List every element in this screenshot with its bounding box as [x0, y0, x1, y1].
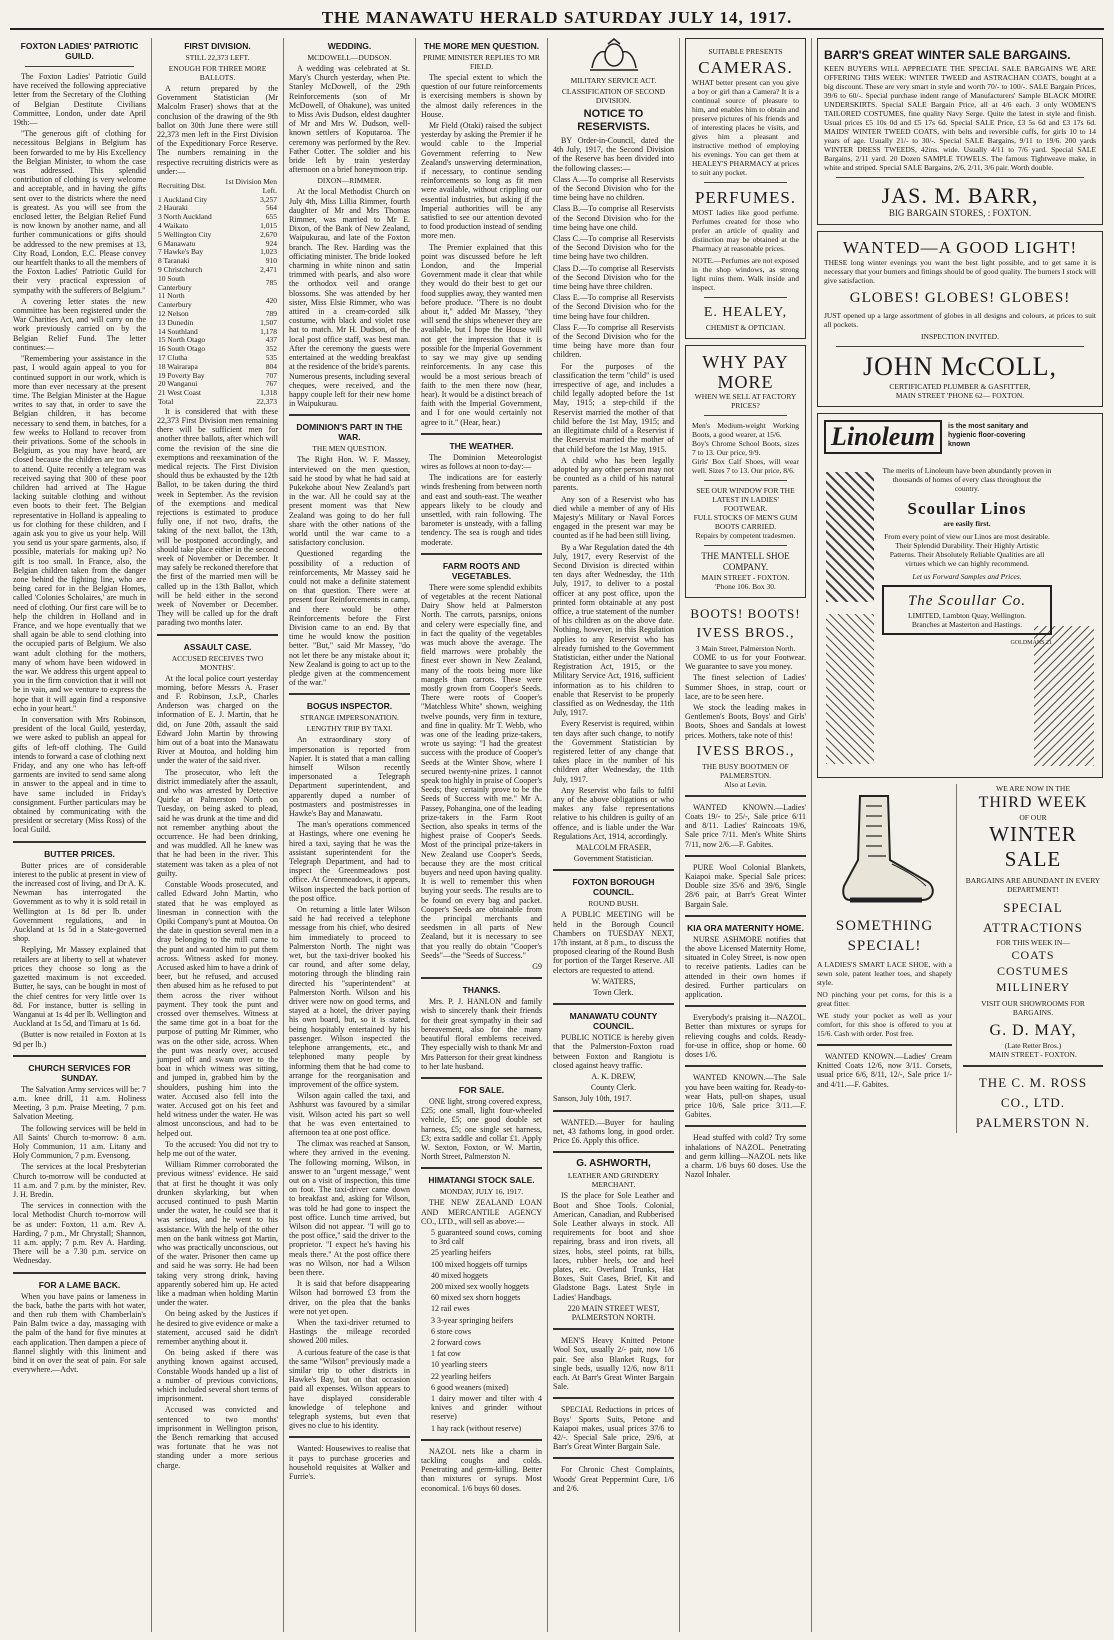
district-name: 3 North Auckland	[158, 212, 212, 222]
article-text: Replying, Mr Massey explained that retailers are at liberty to sell at whatever prices they choose so long as the gazetted maximum is not exceeded. Butter, he says, can be bought in most of the chief centres for very little over 1s 8d. For instance, butter is selling in Wanganui at 1s 4d per lb. Wellington and Auckland at 1s 5d, and Timaru at 1s 6d.	[13, 945, 146, 1029]
advert-text: COME to us for your Footwear. We guarantee to save you money.	[685, 653, 806, 672]
advert-text: Let us Forward Samples and Prices.	[912, 572, 1022, 581]
advert-text: Everybody's praising it—NAZOL. Better than mixtures or syrups for relieving coughs and colds. Ready-for-use in office, shop or home. 60 doses 1/6.	[685, 1013, 806, 1060]
article-text: When the taxi-driver returned to Hastings the mileage recorded showed 200 miles.	[289, 1317, 410, 1346]
advert-text: NAZOL nets like a charm in tackling coughs and colds. Penetrating and germ-killing. Better than mixtures or syrups. Most economical. 1/6 buys 60 doses.	[421, 1446, 542, 1493]
article-heading: DOMINION'S PART IN THE WAR.	[296, 422, 403, 443]
notice-text: A child who has been legally adopted by any other person may not be counted as a child of his natural parents.	[553, 455, 674, 493]
article-text: "Remembering your assistance in the past, I would again appeal to you for continued support in our work, which is more than ever necessary at the present time. The Belgian Minister at the Hague writes to say that, in order to save the Belgian children, it has become necessary to send them, in batches, for a few weeks to Holland to recover from their privations. Some of the schools in Belgium, as you may have heard, are closed because the children are too weak to attend. Quite recently a telegram was received saying that 300 of these poor children had arrived at The Hague lacking suitable clothing and without even boots to their feet. The Belgian representative in Holland is appealing to us for clothing for these children, and I again ask you to give us your help. Will you send us your spare garments, also, if possible, materials for making up? No gift is too small. In France, also, the Belgian children taken from the danger zone behind the fighting line, who are being cared for in the Belgian Homes, called 'Colonies Scholaires,' are much in need of clothing. Our first care will be to help the children in Holland and in France, and we hope eventually that we shall again be able to send clothing into the occupied parts of Belgium. We also want adult clothing for the mothers, many of whom have been widowed in the war. We address this urgent appeal to you in the firm conviction that it will not be in vain, and we venture to express the hope that it will again find a responsive echo in your heart."	[13, 354, 146, 713]
district-count: 785	[265, 278, 277, 288]
column-1	[8, 38, 152, 1632]
list-item: 100 mixed hoggets off turnips	[431, 1259, 528, 1269]
notice-text: PUBLIC NOTICE is hereby given that the Palmerston-Foxton road between Foxton and Rangiotu is closed against heavy traffic.	[553, 1033, 674, 1070]
column-6	[680, 38, 812, 1632]
royal-coat-of-arms-icon	[584, 38, 644, 72]
district-name: 2 Hauraki	[158, 203, 188, 213]
masthead: THE MANAWATU HERALD SATURDAY JULY 14, 1917.	[10, 8, 1104, 30]
advert-text: NO pinching your pet corns, for this is a great fitter.	[817, 990, 952, 1008]
article-heading: WEDDING.	[327, 41, 372, 51]
district-name: 5 Wellington City	[158, 229, 212, 239]
article-text: Questioned regarding the possibility of a reduction of reinforcements, Mr Massey said he could not make a definite statement on that question. There were at present four Reinforcements in camp, and there would be other Reinforcements before the First Division came to an end. By that time he would know the position better. "But," said Mr Massey, "do not let there be any mistake about it; New Zealand is going to act up to the pledge given at the commencement of the war."	[289, 549, 410, 688]
district-count: 1,023	[260, 247, 277, 257]
article-text: The Premier explained that this point was discussed before he left London, and the Imperial Government made it clear that while they would do their best to get our food supplies away, they wanted men before produce. "There is no doubt about it," added Mr Massey, "they will send the ships whenever they are available, but I hope the House will not get the impression that it is possible for the Imperial Government to say we may give up sending reinforcements. In any case this would be a most serious breach of faith to the men there now (hear, hear). It would be a distinct breach of faith with the Imperial Government, and I for one would certainly not agree to it." (Hear, hear.)	[421, 242, 542, 427]
advert-text: SPECIAL Reductions in prices of Boys' Sports Suits, Petone and Kaiapoi makes, usual prices 37/6 to 42/-. Special Sale price, 29/6, at Barr's Great Winter Bargain Sale.	[553, 1405, 674, 1452]
advert-text: KEEN BUYERS WILL APPRECIATE THE SPECIAL SALE BARGAINS WE ARE OFFERING THIS WEEK: WINTER TWEED and ASTRACHAN COATS, bought at a big discount. These are very smart in style and worth 70/- to 100/-. SALE Bargain Prices, 39/6 to 60/-. Special purchase indent range of Manufacturers' Sample BLACK MOIRE UNDERSKIRTS. Special SALE Bargain Price, all at 4/6 each. 3 only WOMEN'S TAILORED COSTUMES, fine quality Navy Serge. Quite the latest in style and finish. Usual prices £5 10s 0d and £5 17s 6d. Special SALE Price, £3 5s 6d and £3 17s 6d. MAIDS' WINTER TWEED COATS, with belts and reversible cuffs, for girls 10 to 14 years of age. Usually 21/- to 30/-. Special SALE Bargains, 9/11 to 19/6. 200 yards WINTER DRESS TWEEDS, 42ins. wide. Usually 4/11 to 7/6 yard. Special SALE Bargains, 2/11 yard. 20 Dozen SAMPLE TOWELS. The famous Tightweave make, in white and striped. Special SALE Bargains, 2/6, 2/11, 3/6 pair. Worth double.	[824, 64, 1096, 172]
advert-subtitle: BIG BARGAIN STORES, : FOXTON.	[888, 208, 1032, 218]
advert-name: THE C. M. ROSS	[978, 1075, 1088, 1090]
article-heading: FOR A LAME BACK.	[38, 1279, 121, 1290]
article-subheading: PRIME MINISTER REPLIES TO MR FIELD.	[423, 53, 540, 71]
district-count: 924	[265, 238, 277, 248]
article-subheading: THE MEN QUESTION.	[312, 444, 387, 454]
article-heading: THE MORE MEN QUESTION.	[423, 41, 540, 51]
article-text: At the local police court yesterday morning, before Messrs A. Fraser and F. Robinson, J.s.P., Charles Anderson was charged on the information of E. J. Martin, that he did, on June 20th, assault the said Edward John Martin by throwing him out of a boat into the Manawatu River at Moutoa, and holding him under the water of the said river.	[157, 673, 278, 766]
article-subheading: ENOUGH FOR THREE MORE BALLOTS.	[168, 64, 267, 82]
advert-text: FOR THIS WEEK IN—	[996, 938, 1070, 947]
advert-text: From every point of view our Linos are most desirable. Their Splendid Durability. Their Highly Artistic Patterns. Their Absolutely Reliable Qualities are all virtues which we can highly recommend.	[884, 532, 1050, 568]
advert-text: Girls' Box Calf Shoes, will wear well. Sizes 7 to 13. Our price, 8/6.	[692, 457, 799, 475]
district-name: 7 Hawke's Bay	[158, 247, 204, 257]
signature-title: County Clerk.	[590, 1083, 637, 1093]
stock-list	[421, 1228, 542, 1433]
linoleum-advert	[817, 413, 1103, 778]
article-heading: BOGUS INSPECTOR.	[306, 701, 393, 712]
advert-title: SALE	[1004, 847, 1062, 871]
signature-title: Town Clerk.	[593, 988, 634, 998]
advert-subtitle: Also at Levin.	[724, 779, 767, 789]
list-item: 22 yearling heifers	[431, 1371, 491, 1381]
advert-name: JAS. M. BARR,	[881, 183, 1039, 208]
district-count: 767	[265, 379, 277, 389]
article-text: The services at the local Presbyterian Church to-morrow will be conducted at 11 a.m. and 7 p.m. by the minister, Rev. J. H. Bredin.	[13, 1162, 146, 1199]
district-count: 910	[265, 256, 277, 266]
article-text: The Dominion Meteorologist wires as follows at noon to-day:—	[421, 452, 542, 471]
barr-advert	[817, 38, 1103, 225]
district-name: 20 Wanganui	[158, 379, 198, 389]
may-sale-advert	[963, 784, 1103, 1133]
advert-text: MEN'S Heavy Knitted Petone Wool Sox, usually 2/- pair, now 1/6 pair. See also Blanket Rugs, for single beds, usually 12/6, now 8/11 each. At Barr's Great Winter Bargain Sale.	[553, 1336, 674, 1392]
district-name: 18 Wairarapa	[158, 361, 198, 371]
district-count: 707	[265, 370, 277, 380]
advert-text: IS the place for Sole Leather and Boot and Shoe Tools. Colonial, American, Canadian, and Rubberised Sole Leather always in stock. All requirements for boot and shoe repairing, brass and iron rivets, all sizes, hobs, steel points, rat bills, laces, rubber heels, toe and heel plates, etc. Overland Trunks, Hat Boxes, Suit Cases, Brief, Kit and Gladstone Bags. Latest Style in Ladies' Handbags.	[553, 1191, 674, 1302]
table-total-label: Total	[158, 396, 174, 406]
article-text: The following services will be held in All Saints' Church to-morrow: 8 a.m. Holy Communion, 11 a.m. Litany and Holy Communion, 7 p.m. Evensong.	[13, 1123, 146, 1161]
advert-subtitle: CERTIFICATED PLUMBER & GASFITTER,	[889, 382, 1031, 391]
notice-heading: FOXTON BOROUGH COUNCIL.	[572, 877, 655, 898]
advert-text: Repairs by competent tradesmen.	[695, 531, 796, 540]
article-subheading: STILL 22,373 LEFT.	[185, 53, 250, 62]
district-count: 804	[265, 361, 277, 371]
notice-subheading: MONDAY, JULY 16, 1917.	[439, 1187, 524, 1197]
column-2	[152, 38, 284, 1632]
notice-subheading: ROUND BUSH.	[588, 899, 639, 909]
article-text: The man's operations commenced at Hastings, where one evening he hired a taxi, saying that he was the assistant superintendent for the Telegraph Department, and had to inspect the Greenmeadows post office. At Greenmeadows, it appears, Wilson inspected the back portion of the post office.	[289, 820, 410, 903]
linoleum-pattern-icon	[826, 614, 874, 764]
article-subheading: MCDOWELL—DUDSON.	[307, 53, 392, 62]
article-text: (Butter is now retailed in Foxton at 1s 9d per lb.)	[13, 1030, 146, 1049]
advert-text: JUST opened up a large assortment of globes in all designs and colours, at prices to suit all pockets.	[824, 311, 1096, 329]
district-count: 789	[265, 308, 277, 318]
scoullar-logo	[882, 585, 1052, 635]
advert-text: Boy's Chrome School Boots, sizes 7 to 13. Our price, 9/9.	[692, 439, 799, 457]
advert-name: E. HEALEY,	[703, 305, 788, 320]
article-heading: FARM ROOTS AND VEGETABLES.	[442, 560, 521, 581]
advert-name: G. D. MAY,	[989, 1022, 1077, 1039]
advert-text: INSPECTION INVITED.	[921, 332, 999, 341]
district-name: 15 North Otago	[158, 335, 206, 345]
article-text: On returning a little later Wilson said he had received a telephone message from his chief, who desired him immediately to proceed to Palmerston North. The night was wet, but the taxi-driver booked his car round, and after some delay, motoring through the blinding rain directed his "superintendent" at Palmerston North. Wilson and his driver were now on good terms, and stayed at a hotel, the driver paying his own board, but, so it is stated, being hospitably entertained by his passenger. Wilson inspected the telephone arrangements, etc., and telephoned many people by informing them that he had come to arrange for the reorganisation and improvement of the office system.	[289, 905, 410, 1089]
column-7	[812, 38, 1108, 1632]
advert-text: The merits of Linoleum have been abundantly proven in thousands of homes of every class throughout the country.	[882, 466, 1052, 493]
advert-text: Head stuffed with cold? Try some inhalations of NAZOL. Penetrating and germ killing—NAZOL nets like a charm. 1/6 buys 60 doses. Use the Nazol Inhaler.	[685, 1133, 806, 1180]
column-3	[284, 38, 416, 1632]
advert-subheading: LEATHER AND GRINDERY MERCHANT.	[567, 1171, 660, 1190]
district-name: 11 North Canterbury	[158, 291, 192, 310]
column-5	[548, 38, 680, 1632]
article-text: It is considered that with these 22,373 First Division men remaining there will be sufficient men for another three ballots, after which will come the revision of the sine die exemptions and reexamination of the medical rejects. The First Division should thus be exhausted by the 12th Ballot, to be taken during the third week in September. As the revision of the exemptions and medical rejections is estimated to produce fully one, if not two, drafts, the taking of the next ballot, the 13th, will be postponed accordingly, and should take place either in the second week of November or December. It may safely be reckoned therefore that the first of the married men will be called up in the 13th Ballot, which will be held either in the second week of November or December. They will be called up for the draft parading two months later.	[157, 406, 278, 628]
article-text: The Right Hon. W. F. Massey, interviewed on the men question, said he stood by what he had said at Pukekohe about New Zealand's part in the war. All he could say at the present moment was that New Zealand was going to do her full share with the other nations of the world until the war came to a satisfactory conclusion.	[289, 455, 410, 548]
signature: W. WATERS,	[591, 976, 636, 986]
article-heading: ASSAULT CASE.	[183, 641, 252, 652]
advert-text: MOST ladies like good perfume. Perfumes created for those who prefer an article of quality and distinction may be obtained at the Pharmacy at reasonable prices.	[692, 208, 799, 253]
advert-text: The finest selection of Ladies' Summer Shoes, in strap, court or lace, are to be seen here.	[685, 673, 806, 701]
article-subheading: ACCUSED RECEIVES TWO MONTHS'.	[171, 653, 264, 672]
advert-address: 220 MAIN STREET WEST, PALMERSTON NORTH.	[567, 1303, 660, 1322]
table-header: 1st Division Men Left.	[224, 177, 277, 195]
article-text: There were some splendid exhibits of vegetables at the recent National Dairy Show held at Palmerston North. The carrots, parsnips, onions and celery were especially fine, and in fact the quality of the vegetables was much above the average. The field marrows were probably the finest ever shown in New Zealand, many of the roots being more like mangels than carrots. These were mostly grown from Cooper's Seeds. There were roots of Cooper's "Matchless White" shown, weighing twelve pounds, very firm in texture, and fine in quality. Mr T. Webb, who was one of the leading prize-takers, wrote us saying: "I had the greatest success with the produce of Cooper's Seeds at the Winter Show, where I secured twenty-nine prizes. I cannot speak too highly in praise of Cooper's Seeds; they certainly prove to be the Seeds of Success with me." Mr A. Passey, Pohangina, one of the leading prize-takers in the Farm Root Section, also speaks in terms of the highest praise of Cooper's Seeds. Most of the principal prize-takers in New Zealand use Cooper's Seeds, because they are the most critical buyers and need upon having quality. It is well to remember this when buying your seeds. The results are to be found on every bag and packet. Cooper's Seeds are obtainable from the principal merchants and seedsmen in all parts of New Zealand, but it is necessary to see that you really do obtain "Cooper's Seeds"—the "Seeds of Success."	[421, 582, 542, 960]
column-4	[416, 38, 548, 1632]
advert-text: NURSE ASHMORE notifies that the above Licensed Maternity Home, situated in Coley Street, is now open to receive patients. Ladies can be attended in their own homes if desired. Further particulars on application.	[685, 934, 806, 1000]
table-row	[157, 275, 278, 293]
notice-text: THE NEW ZEALAND LOAN AND MERCANTILE AGENCY CO., LTD., will sell as above:—	[421, 1198, 542, 1226]
article-text: "The generous gift of clothing for necessitous Belgians in Belgium has been forwarded to me by His Excellency the Belgian Minister, to whom the case was addressed. This splendid contribution of clothing is very welcome and acceptable, and in having the gifts sent over to the districts where the need is greatest. As you will see from the enclosed letter, the Belgian Relief Fund is now known by another name, and all further communications or gifts should be addressed to the new premises at 13, City Road, London, E.C. Please convey our heartfelt thanks to all the members of the Foxton Ladies' Patriotic Guild for their very practical expression of sympathy with the sufferers of Belgium."	[13, 129, 146, 295]
district-count: 3,257	[260, 194, 277, 204]
notice-heading: FOR SALE.	[458, 1084, 505, 1095]
advert-name: IVESS BROS.,	[696, 743, 795, 759]
district-count: 535	[265, 352, 277, 362]
article-text: At the local Methodist Church on July 4th, Miss Lillia Rimmer, fourth daughter of Mr and Mrs Thomas Rimmer, was married to Mr E. Dixon, of the Bank of New Zealand, Waipukurau, and late of the Foxton branch. The Rev. Harding was the officiating minister. The bride looked charming in white ninon and satin trimmed with pearls, and also wore the orthodox veil and orange blossoms. She was attended by her sister, Miss Elsie Rimmer, who was attired in a cream-corded silk costume, with black and violet rose hat to match. Mr H. Dudson, of the local post office staff, was best man. After the ceremony the guests were entertained at the wedding breakfast at the residence of the bride's parents. Numerous presents, including several cheques, were received, and the happy couple left for their new home in Waipukurau.	[289, 187, 410, 409]
district-count: 655	[265, 212, 277, 222]
advert-address: Branches at Masterton and Hastings.	[911, 620, 1023, 629]
advert-subtitle: WHEN WE SELL AT FACTORY PRICES?	[694, 392, 797, 410]
list-item: 1 hay rack (without reserve)	[431, 1423, 522, 1433]
advert-text: For Chronic Chest Complaints, Woods' Great Peppermint Cure, 1/6 and 2/6.	[553, 1465, 674, 1493]
list-item: 1 dairy mower and tilter with 4 knives and grinder without reserve)	[431, 1393, 542, 1422]
advert-heading: SUITABLE PRESENTS	[708, 47, 783, 56]
advert-title: WHY PAY	[702, 352, 789, 372]
advert-text: WE study your pocket as well as your comfort, for this shoe is offered to you at 15/6. Cash with order. Post free.	[817, 1011, 952, 1038]
advert-text: THESE long winter evenings you want the best light possible, and to get same it is necessary that your burners and fittings should be of good quality. The burners I stock will give satisfaction.	[824, 258, 1096, 285]
list-item: 5 guaranteed sound cows, coming to 3rd calf	[431, 1227, 542, 1247]
list-item: Class F.—To comprise all Reservists of the Second Division who for the time being have more than four children.	[553, 322, 674, 360]
notice-subheading: CLASSIFICATION OF SECOND DIVISION.	[561, 87, 666, 105]
advert-text: Wanted: Housewives to realise that it pays to purchase groceries and household requisites at Walker and Furrie's.	[289, 1444, 410, 1482]
article-heading: FIRST DIVISION.	[184, 41, 251, 51]
list-item: 25 yearling heifers	[431, 1248, 491, 1258]
advert-title: THIRD WEEK	[978, 794, 1088, 811]
district-name: 8 Taranaki	[158, 256, 190, 266]
class-list	[553, 175, 674, 360]
advert-text: WANTED KNOWN.—Ladies' Cream Knitted Coats 12/6, now 3/11. Corsets, usual price 6/6, 8/11, 12/-, Sale price 1/- and 4/11.—F. Gabites.	[817, 1052, 952, 1089]
article-text: The prosecutor, who left the district immediately after the assault, and who was arrested by Detective Quirke at Palmerston North on Tuesday, on being asked to plead, said he was drunk at the time and did not remember anything about the occurrence. He had been drinking, and was muddled. All he knew was that he had been in the river. This statement was taken as a plea of not guilty.	[157, 767, 278, 878]
bottom-adverts	[817, 784, 1103, 1133]
district-count: 437	[265, 335, 277, 345]
advert-text: VISIT OUR SHOWROOMS FOR BARGAINS.	[981, 999, 1085, 1017]
article-heading: FOXTON LADIES' PATRIOTIC GUILD.	[20, 41, 139, 61]
article-heading: CHURCH SERVICES FOR SUNDAY.	[28, 1062, 131, 1083]
article-text: To the accused: You did not try to help me out of the water.	[157, 1139, 278, 1158]
table-header: Recruiting Dist.	[158, 181, 206, 191]
advert-title: Linoleum	[824, 420, 942, 454]
advert-subtitle: are easily first.	[943, 519, 991, 528]
article-text: It is said that before disappearing Wilson had borrowed £3 from the driver, on the plea that the banks were not yet open.	[289, 1279, 410, 1316]
district-count: 1,178	[260, 326, 277, 336]
article-text: A covering letter states the new committee has been registered under the War Charities Act, and will carry on the work previously carried on by the Belgian Relief Fund. The letter continues:—	[13, 296, 146, 352]
advert-text: WANTED.—Buyer for hauling net, 43 fathoms long, in good order. Price £6. Apply this office.	[553, 1117, 674, 1146]
advert-text: WE ARE NOW IN THE	[996, 784, 1070, 793]
article-text: The climax was reached at Sanson, where they arrived in the evening. The following morning, Wilson, in answer to an "urgent message," went out on a visit of inspection, this time on foot. The taxi-driver came down to breakfast and, asking for Wilson, was told he had gone to inspect the post office. Lunch time arrived, but Wilson did not appear. "I will go to the post office," said the driver to the proprietor. "I expect he's having his meals there." At the post office there was no Wilson, nor had a Wilson been there.	[289, 1139, 410, 1277]
list-item: 3 3-year springing heifers	[431, 1315, 514, 1325]
district-count: 1,015	[260, 221, 277, 231]
article-text: Mr Field (Otaki) raised the subject yesterday by asking the Premier if he would cable to the Imperial Government referring to New Zealand's unswerving determination, if necessary, to continue sending reinforcements so long as fit men were available, without crippling our essential industries, but asking if the Imperial authorities will be any satisfied to see our attention devoted to food production instead of sending more men.	[421, 121, 542, 241]
list-item: 40 mixed hoggets	[431, 1270, 488, 1280]
lace-boot-icon	[830, 790, 940, 910]
advert-address: 3 Main Street, Palmerston North.	[695, 644, 796, 653]
notice-text: Any Reservist who fails to fulfil any of the above obligations or who makes any false representations relative to his children is guilty of an offence, and is liable under the War Regulations Act, 1914, accordingly.	[553, 785, 674, 841]
advert-text: OF OUR	[1019, 813, 1047, 822]
advert-tagline: is the most sanitary and hygienic floor-covering known	[948, 423, 1029, 448]
advert-title: BOOTS! BOOTS!	[690, 606, 801, 621]
notice-text: Mrs. P. J. HANLON and family wish to sincerely thank their friends for their great sympathy in their sad bereavement, also for the many beautiful floral emblems received. They especially wish to thank Mr and Mrs Patterson for their great kindness to her late husband.	[421, 997, 542, 1071]
recruiting-table	[157, 178, 278, 407]
article-text: An extraordinary story of impersonation is reported from Napier. It is stated that a man calling himself Wilson recently impersonated a Telegraph Department superintendent, and apparently duped a number of postmasters and postmistresses in Hawke's Bay and Manawatu.	[289, 735, 410, 819]
district-count: 2,471	[260, 265, 277, 274]
article-text: The Foxton Ladies' Patriotic Guild have received the following appreciative letter from the Secretary of the Clothing of Belgian Destitute Civilians Committee, London, under date April 19th:—	[13, 72, 146, 128]
table-total: 22,373	[256, 396, 277, 406]
advert-item: COATS	[1011, 948, 1055, 962]
notice-text: Every Reservist is required, within ten days after such change, to notify the Government Statistician by registered letter of any change that takes place in the number of his children after Wednesday, the 11th July, 1917.	[553, 719, 674, 784]
article-text: A return prepared by the Government Statistician (Mr Malcolm Fraser) shows that at the conclusion of the drawing of the 9th ballot on 30th June there were still 22,373 men left in the First Division of the Expeditionary Force Reserve. The numbers remaining in the respective recruiting districts were as under:—	[157, 84, 278, 176]
advert-subtitle: (Late Retter Bros.)	[1004, 1041, 1062, 1050]
advert-brand: Scoullar Linos	[907, 499, 1027, 518]
article-text: On being asked by the Justices if he desired to give evidence or make a statement, accused said he didn't remember anything about it.	[157, 1309, 278, 1347]
article-subheading: STRANGE IMPERSONATION.	[300, 713, 399, 723]
cameras-advert	[685, 38, 806, 339]
article-subheading: DIXON—RIMMER.	[317, 176, 382, 186]
article-text: Constable Woods prosecuted, and called Edward John Martin, who stated that he was employed as linesman in connection with the Opiki Company's punt at Moutoa. On the date in question several men in a dray belonging to the mill came to the punt and wanted him to put them across. Witness asked for money. Accused asked him to have a drink of beer, but he refused, and accused then abused him as he refused to put them across the river without payment. They took the punt and crossed over themselves. Witness at the same time got in a boat for the purpose of putting Mr Rimmer, who was on the other side, across. When the punt was nearly over, accused jumped off and swam over to the boat in which witness was sitting, and jumped in, grabbed him by the shoulders, pushing him into the water. Accused also fell into the water. Accused got on his feet and held witness under the water. He was almost unconscious, and had to be helped out.	[157, 880, 278, 1138]
advert-signature: GOLDMANS 21	[1010, 640, 1052, 646]
district-count: 1,507	[260, 317, 277, 327]
list-item: Class B.—To comprise all Reservists of the Second Division who for the time being have one child.	[553, 204, 674, 232]
table-row	[157, 292, 278, 310]
district-name: 16 South Otago	[158, 344, 206, 354]
article-heading: THE WEATHER.	[449, 440, 514, 451]
district-count: 2,670	[260, 229, 277, 239]
district-count: 564	[265, 203, 277, 213]
signature: MALCOLM FRASER,	[575, 843, 652, 853]
notice-heading: HIMATANGI STOCK SALE.	[428, 1175, 535, 1186]
mantell-shoe-advert	[685, 345, 806, 598]
notice-date: Sanson, July 10th, 1917.	[553, 1094, 632, 1104]
advert-company: The Scoullar Co.	[907, 593, 1027, 609]
list-item: Class A.—To comprise all Reservists of the Second Division who for the time being have no children.	[553, 174, 674, 203]
district-count: 352	[265, 344, 277, 354]
advert-item: MILLINERY	[995, 980, 1071, 994]
ad-code: G9	[532, 962, 542, 972]
notice-subheading: MILITARY SERVICE ACT.	[570, 76, 657, 85]
advert-address: PALMERSTON N.	[975, 1115, 1091, 1130]
article-text: The special extent to which the question of our future reinforcements is exercising members is shown by the almost daily references in the House.	[421, 73, 542, 119]
district-count: 1,318	[260, 388, 277, 398]
notice-heading: THANKS.	[462, 985, 501, 996]
article-text: William Rimmer corroborated the previous witness' evidence. He said that at first he thought it was only drunken skylarking, but when accused continued to push Martin under the water, he could see that it was serious, and he went to his assistance. With the help of the other men on the bank witness got Martin, who was practically unconscious, out of the water. Prisoner then came up and said he was sorry. He had been taking very strong drink, having apparently sobered him up. He acted like a madman when holding Martin under the water.	[157, 1160, 278, 1308]
article-subheading: LENGTHY TRIP BY TAXI.	[306, 724, 393, 734]
advert-name: IVESS BROS.,	[696, 626, 795, 641]
advert-phone: 'Phone 106. Box 30.	[715, 582, 776, 591]
advert-text: WANTED KNOWN.—Ladies' Coats 19/- to 25/-, Sale price 6/11 and 8/11. Ladies' Raincoats 19/6, Sale price 7/11. Men's White Shirts 7/11, now 2/6.—F. Gabites.	[685, 802, 806, 849]
article-text: The Salvation Army services will be: 7 a.m. knee drill, 11 a.m. Holiness Meeting, 3 p.m. Praise Meeting, 7 p.m. Salvation Meeting.	[13, 1084, 146, 1122]
signature: A. K. DREW,	[591, 1072, 636, 1082]
district-name: 14 Southland	[158, 326, 198, 336]
advert-text: PURE Wool Colonial Blankets, Kaiapoi make. Special Sale prices: Double size 35/6 and 39/6, Single 28/6 pair, at Barr's Great Winter Bargain Sale.	[685, 862, 806, 909]
notice-text: BY Order-in-Council, dated the 4th July, 1917, the Second Division of the Reserve has been divided into the following classes:—	[553, 136, 674, 173]
advert-heading: G. ASHWORTH,	[576, 1158, 651, 1170]
notice-heading: MANAWATU COUNTY COUNCIL.	[569, 1011, 658, 1032]
district-name: 19 Poverty Bay	[158, 370, 205, 380]
district-name: 13 Dunedin	[158, 317, 194, 327]
article-text: Wilson again called the taxi, and Ashhurst was favoured by a similar visit. Wilson acted his part so well that he was even entertained to afternoon tea at one post office.	[289, 1091, 410, 1137]
article-heading: BUTTER PRICES.	[44, 848, 115, 859]
advert-text: NOTE.—Perfumes are not exposed in the shop windows, as strong light ruins them. Walk inside and inspect.	[692, 256, 799, 292]
advert-text: A LADIES'S SMART LACE SHOE, with a sewn sole, patent leather toes, and shapely style.	[817, 960, 952, 987]
advert-heading: KIA ORA MATERNITY HOME.	[687, 922, 804, 933]
advert-text: Men's Medium-weight Working Boots, a good wearer, at 15/6.	[692, 421, 799, 439]
notice-heading: NOTICE TO RESERVISTS.	[577, 108, 650, 133]
article-text: Butter prices are of considerable interest to the public at present in view of the increased cost of living, and Dr A. K. Newman has interrogated the Government as to why it is sold retail in Wellington at 1s 8d per lb. under Government regulations, and in Auckland at 1s 5d in a State-governed shop.	[13, 860, 146, 944]
advert-text: SEE OUR WINDOW FOR THE LATEST IN LADIES' FOOTWEAR.	[696, 486, 795, 513]
article-text: A wedding was celebrated at St. Mary's Church yesterday, when Pte. Stanley McDowell, of the 29th Reinforcements (son of Mr McDowell, of Ohakune), was united to Miss Avis Dudson, eldest daughter of Mr and Mrs W. Dudson, well-known settlers of Koputaroa. The ceremony was performed by the Rev. Father Cotter. The soldier and his bride left by train yesterday afternoon on a brief honeymoon trip.	[289, 64, 410, 175]
advert-name: JOHN McCOLL,	[863, 352, 1057, 381]
advert-title: SOMETHING SPECIAL!	[835, 918, 934, 954]
advert-text: FULL STOCKS OF MEN'S GUM BOOTS CARRIED.	[693, 513, 798, 531]
article-text: On being asked if there was anything known against accused, Constable Woods handed up a list of a number of previous convictions, which included several short terms of imprisonment.	[157, 1348, 278, 1404]
advert-title: WANTED—A GOOD LIGHT!	[842, 238, 1078, 257]
district-count: 420	[265, 295, 277, 305]
article-text: The indications are for easterly winds freshening from between north and east and south-east. The weather appears likely to be cloudy and unsettled, with rain following. The barometer is unsteady, with a falling tendency. The sea is rough and tides moderate.	[421, 473, 542, 547]
list-item: 1 fat cow	[431, 1349, 461, 1359]
advert-title: SPECIAL ATTRACTIONS	[983, 900, 1083, 935]
advert-title: GLOBES! GLOBES! GLOBES!	[849, 290, 1071, 306]
list-item: Class D.—To comprise all Reservists of the Second Division who for the time being have three children.	[553, 263, 674, 292]
advert-address: MAIN STREET - FOXTON.	[989, 1050, 1077, 1059]
advert-address: LIMITED, Lambton Quay, Wellington.	[908, 611, 1026, 620]
district-name: 10 South Canterbury	[158, 273, 192, 292]
district-name: 9 Christchurch	[158, 265, 203, 274]
advert-text: WHAT better present can you give a boy or girl than a Camera? It is a continual source of pleasure to him, and enables him to obtain and preserve pictures of his friends and of interesting places he visits, and gives him a pleasant and instructive method of employing his evenings. You can get them at HEALEY'S PHARMACY at prices to suit any pocket.	[692, 78, 799, 177]
district-name: 17 Clutha	[158, 352, 188, 362]
list-item: 10 yearling steers	[431, 1360, 488, 1370]
list-item: 6 good weaners (mixed)	[431, 1382, 509, 1392]
list-item: 200 mixed sex woolly hoggets	[431, 1281, 529, 1291]
mccoll-advert	[817, 231, 1103, 407]
article-text: A curious feature of the case is that the same "Wilson" previously made a similar trip to other districts in Hawke's Bay, but on that occasion paid all expenses. Wilson appears to have displayed considerable knowledge of telephone and telegraph systems, but even that gives no clue to his identity.	[289, 1347, 410, 1431]
list-item: 12 rail ewes	[431, 1304, 470, 1314]
list-item: Class E.—To comprise all Reservists of the Second Division who for the time being have four children.	[553, 293, 674, 321]
advert-text: WANTED KNOWN.—The Sale you have been waiting for. Ready-to-wear Hats, pull-on shapes, usual price 10/6, Sale price 3/11.—F. Gabites.	[685, 1073, 806, 1120]
may-shoe-image-column	[817, 784, 957, 1133]
district-name: 21 West Coast	[158, 388, 202, 398]
advert-address: MAIN STREET - FOXTON.	[701, 573, 790, 582]
article-text: When you have pains or lameness in the back, bathe the parts with hot water, and then rub them with Chamberlain's Pain Balm twice a day, massaging with the palm of the hand for five minutes at each application. Then dampen a piece of flannel slightly with this liniment and bind it on over the seat of pain. For sale everywhere.—Advt.	[13, 1291, 146, 1375]
article-text: The services in connection with the local Methodist Church to-morrow will be as under: Foxton, 11 a.m. Rev A. Harding, 7 p.m., Mr Chrystall; Shannon, 11 a.m. apply; 7 p.m. Rev A. Harding. There will be a 7.30 p.m. service on Wednesday.	[13, 1201, 146, 1266]
list-item: Class C.—To comprise all Reservists of the Second Division who for the time being have two children.	[553, 234, 674, 262]
advert-text: We stock the leading makes in Gentlemen's Boots, Boys' and Girls' Boots, Shoes and Sandals at lowest prices. Mothers, take note of this!	[685, 703, 806, 740]
advert-name: CO., LTD.	[1000, 1095, 1066, 1110]
notice-text: For the purposes of the classification the term "child" is used irrespective of age, and includes a child legally adopted before the 1st May, 1915; a step-child if the Reservist married the mother of that child before the 1st May, 1915; and an illegitimate child of a Reservist if the Reservist married the mother of that child before the 1st May, 1915.	[553, 361, 674, 454]
district-name: 6 Manawatu	[158, 238, 196, 248]
advert-heading: BARR'S GREAT WINTER SALE BARGAINS.	[824, 48, 1071, 62]
article-text: In conversation with Mrs Robinson, president of the local Guild, yesterday, we were asked to publish an appeal for gifts of left-off clothing. The Guild intends to forward a case of clothing next Friday, and any one who has left-off garments are invited to send same along in answer to the appeal and in time to have same included in Friday's consignment. Further particulars may be obtained by communicating with the president or secretary (Miss Ross) of the local Guild.	[13, 715, 146, 835]
notice-text: By a War Regulation dated the 4th July, 1917, every Reservist of the Second Division is directed within ten days after Wednesday, the 11th July, 1917, to deliver to a postal officer at any post office, upon the printed form obtainable at any post office, a true statement of the number of his children as on the above date. Nothing, however, in this Regulation applies to any Reservist who has already furnished to the Government Statistician, either under the National Registration Act, 1915, or the Military Service Act, 1916, sufficient information as to his children to enable that Reservist to be properly classified as on Wednesday, the 11th July, 1917.	[553, 542, 674, 718]
district-name: 1 Auckland City	[158, 194, 208, 204]
advert-subtitle: CHEMIST & OPTICIAN.	[705, 323, 786, 332]
advert-title: WINTER	[989, 822, 1077, 846]
district-name: 12 Nelson	[158, 308, 189, 318]
notice-text: ONE light, strong covered express, £25; one small, light four-wheeled vehicle, £5; one good double set harness, £5; one single set harness, £3; extra saddle and collar £1. Apply W. Sexton, Foxton, or W. Martin, North Street, Palmerston N.	[421, 1096, 542, 1162]
advert-title: PERFUMES.	[694, 188, 797, 207]
signature-title: Government Statistician.	[573, 854, 654, 864]
notice-text: Any son of a Reservist who has died while a member of any of His Majesty's Military or Naval Forces engaged in the present war may be counted as if he had been still living.	[553, 494, 674, 541]
advert-address: MAIN STREET 'PHONE 62— FOXTON.	[895, 391, 1025, 400]
advert-item: COSTUMES	[996, 964, 1069, 978]
district-name: 4 Waikato	[158, 221, 189, 231]
advert-title: CAMERAS.	[698, 58, 793, 77]
linoleum-pattern-icon	[826, 472, 874, 602]
advert-subtitle: THE BUSY BOOTMEN OF PALMERSTON.	[702, 761, 789, 780]
advert-text: BARGAINS ARE ABUNDANT IN EVERY DEPARTMENT!	[965, 876, 1101, 894]
article-text: Accused was convicted and sentenced to two months' imprisonment in Wellington prison, the Bench remarking that accused was fortunate that he was not standing under a more serious charge.	[157, 1405, 278, 1470]
advert-body	[882, 466, 1052, 648]
advert-name: THE MANTELL SHOE COMPANY.	[701, 551, 790, 572]
advert-title: MORE	[717, 372, 774, 392]
list-item: 6 store cows	[431, 1326, 471, 1336]
list-item: 2 forward cows	[431, 1337, 481, 1347]
list-item: 60 mixed sex shorn hoggets	[431, 1293, 521, 1303]
notice-text: A PUBLIC MEETING will be held in the Borough Council Chambers on TUESDAY NEXT, 17th instant, at 8 p.m., to discuss the proposed clearing of the Round Bush for portion of the Target Reserve. All electors are requested to attend.	[553, 910, 674, 975]
